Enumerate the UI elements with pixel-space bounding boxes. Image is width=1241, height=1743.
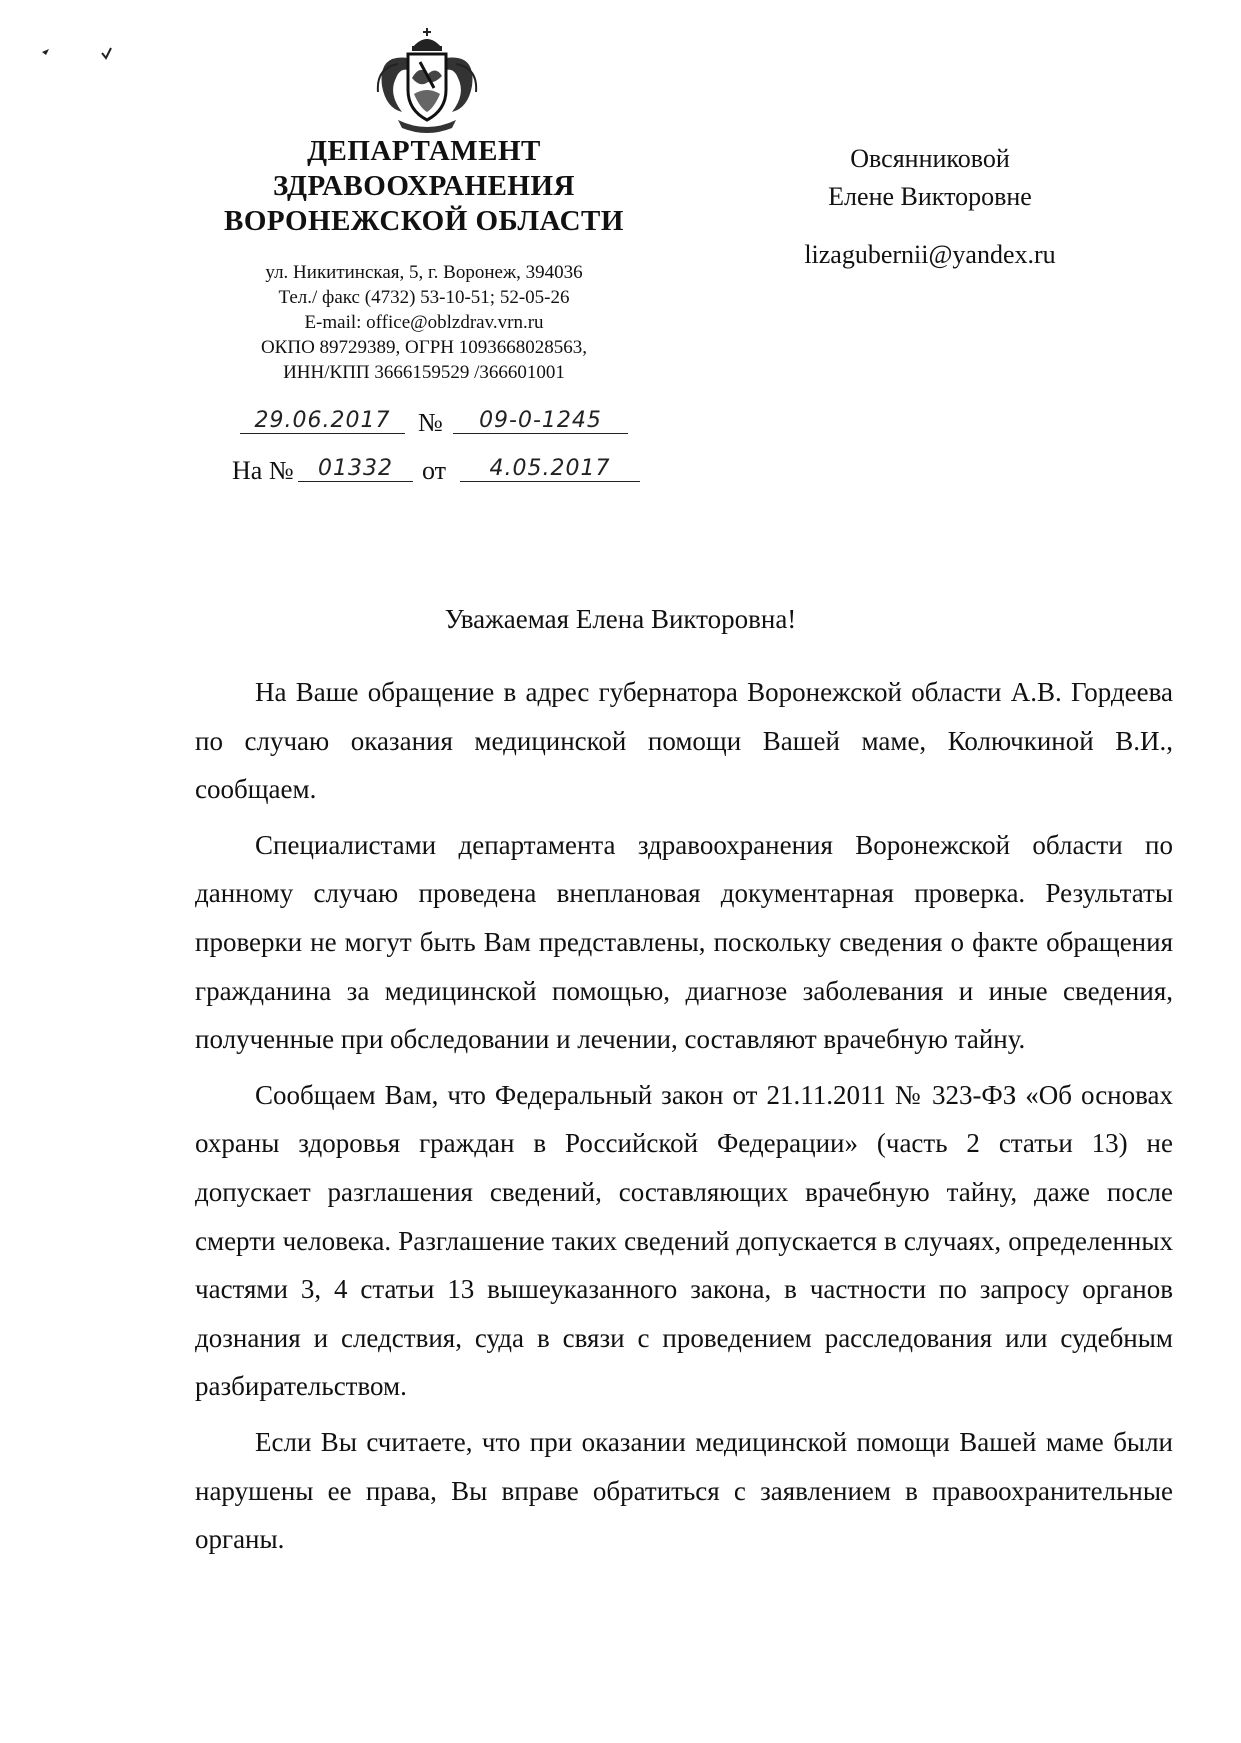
- department-name: [200, 134, 648, 239]
- addressee: [770, 140, 1090, 216]
- outgoing-date: 29.06.2017: [240, 408, 405, 434]
- department-phone: Тел./ факс (4732) 53-10-51; 52-05-26: [278, 287, 570, 308]
- in-reply-number: 01332: [298, 456, 413, 482]
- outgoing-number-label: №: [418, 408, 443, 437]
- department-inn: ИНН/КПП 3666159529 /366601001: [283, 362, 565, 383]
- body-paragraph: На Ваше обращение в адрес губернатора Воронежской области А.В. Гордеева по случаю оказания медицинской помощи Вашей маме, Колючкиной В.И., сообщаем.: [195, 677, 1173, 805]
- body-paragraph: Если Вы считаете, что при оказании медицинской помощи Вашей маме были нарушены ее права, Вы вправе обратиться с заявлением в правоохранительные органы.: [195, 1426, 1173, 1555]
- outgoing-number: 09-0-1245: [453, 408, 628, 434]
- department-line-2: ЗДРАВООХРАНЕНИЯ: [273, 170, 575, 202]
- department-okpo: ОКПО 89729389, ОГРН 1093668028563,: [260, 337, 588, 358]
- department-line-3: ВОРОНЕЖСКОЙ ОБЛАСТИ: [224, 205, 624, 237]
- salutation: Уважаемая Елена Викторовна!: [444, 604, 797, 634]
- addressee-email: lizagubernii@yandex.ru: [804, 240, 1056, 269]
- coat-of-arms-icon: [368, 28, 486, 134]
- letter-body: [195, 668, 1173, 1571]
- department-email: E-mail: office@oblzdrav.vrn.ru: [304, 312, 544, 333]
- body-paragraph: Сообщаем Вам, что Федеральный закон от 21.11.2011 № 323-ФЗ «Об основах охраны здоровья граждан в Российской Федерации» (часть 2 статьи 13) не допускает разглашения сведений, составляющих врачебную тайну, даже после смерти человека. Разглашение таких сведений допускается в случаях, определенных частями 3, 4 статьи 13 вышеуказанного закона, в частности по запросу органов дознания и следствия, суда в связи с проведением расследования или судебным разбирательством.: [195, 1079, 1173, 1402]
- department-line-1: ДЕПАРТАМЕНТ: [307, 135, 541, 167]
- in-reply-date: 4.05.2017: [460, 456, 640, 482]
- body-paragraph: Специалистами департамента здравоохранения Воронежской области по данному случаю проведена внеплановая документарная проверка. Результаты проверки не могут быть Вам представлены, поскольку сведения о факте обращения гражданина за медицинской помощью, диагнозе заболевания и иные сведения, полученные при обследовании и лечении, составляют врачебную тайну.: [195, 829, 1173, 1055]
- department-requisites: [200, 260, 648, 385]
- in-reply-from-label: от: [422, 456, 447, 485]
- addressee-line-2: Елене Викторовне: [828, 182, 1032, 211]
- addressee-line-1: Овсянниковой: [850, 144, 1010, 173]
- scan-mark: [40, 44, 120, 64]
- department-address: ул. Никитинская, 5, г. Воронеж, 394036: [265, 262, 583, 283]
- in-reply-label: На №: [232, 456, 294, 485]
